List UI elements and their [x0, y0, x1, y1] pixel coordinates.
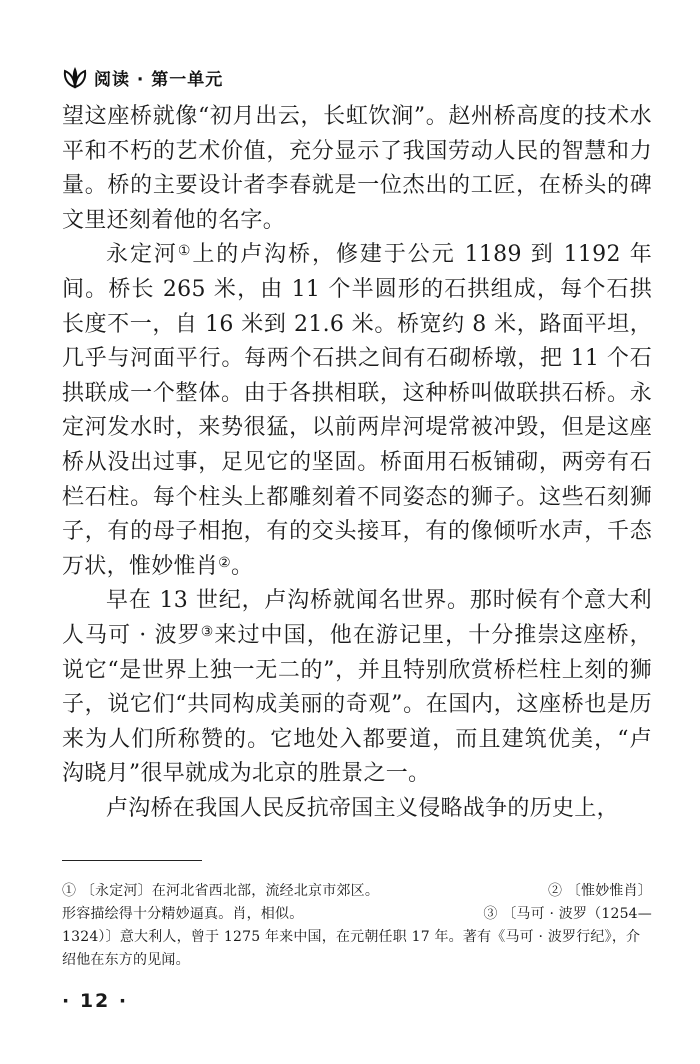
footnote-3-body: 1324）〕意大利人，曾于 1275 年来中国，在元朝任职 17 年。著有《马可 · 波罗行纪》，介绍他在东方的见闻。 [62, 929, 641, 968]
main-text [62, 100, 652, 826]
footnote-marker-1[interactable]: ① [177, 243, 193, 260]
footnote-marker-2[interactable]: ② [218, 554, 231, 571]
footnote-marker-3[interactable]: ③ [200, 623, 215, 640]
footnote-divider [62, 860, 202, 861]
paragraph-2: 永定河①上的卢沟桥，修建于公元 1189 到 1192 年间。桥长 265 米，由 11 个半圆形的石拱组成，每个石拱长度不一，自 16 米到 21.6 米。桥宽约 8 米，路面平坦，几乎与河面平行。每两个石拱之间有石砌桥墩，把 11 个石拱联成一个整体。由于各拱相联，这种桥叫做联拱石桥。永定河发水时，来势很猛，以前两岸河堤常被冲毁，但是这座桥从没出过事，足见它的坚固。桥面用石板铺砌，两旁有石栏石柱。每个柱头上都雕刻着不同姿态的狮子。这些石刻狮子，有的母子相抱，有的交头接耳，有的像倾听水声，千态万状，惟妙惟肖②。 [62, 242, 653, 579]
page-number: · 12 · [62, 990, 129, 1012]
footnotes [62, 880, 652, 972]
section-label: 阅读 · 第一单元 [94, 69, 224, 90]
paragraph-4: 卢沟桥在我国人民反抗帝国主义侵略战争的历史上， [106, 795, 619, 821]
paragraph-3: 早在 13 世纪，卢沟桥就闻名世界。那时候有个意大利人马可 · 波罗③来过中国，他在游记里，十分推崇这座桥，说它“是世界上独一无二的”，并且特别欣赏桥栏柱上刻的狮子，说它们“共同构成美丽的奇观”。在国内，这座桥也是历来为人们所称赞的。它地处入都要道，而且建筑优美，“卢沟晓月”很早就成为北京的胜景之一。 [62, 588, 652, 787]
paragraph-1: 望这座桥就像“初月出云，长虹饮涧”。赵州桥高度的技术水平和不朽的艺术价值，充分显示了我国劳动人民的智慧和力量。桥的主要设计者李春就是一位杰出的工匠，在桥头的碑文里还刻着他的名字。 [62, 104, 652, 233]
footnote-1: ① 〔永定河〕在河北省西北部，流经北京市郊区。 [62, 883, 380, 899]
footnote-row-2 [62, 903, 652, 926]
footnote-row-1 [62, 880, 652, 903]
footnote-2-head: ② 〔惟妙惟肖〕 [547, 883, 652, 899]
book-leaf-logo-icon [62, 65, 88, 89]
footnote-2-body: 形容描绘得十分精妙逼真。肖，相似。 [62, 906, 304, 922]
footnote-3-head: ③ 〔马可 · 波罗（1254— [483, 906, 652, 922]
running-header [62, 62, 362, 92]
